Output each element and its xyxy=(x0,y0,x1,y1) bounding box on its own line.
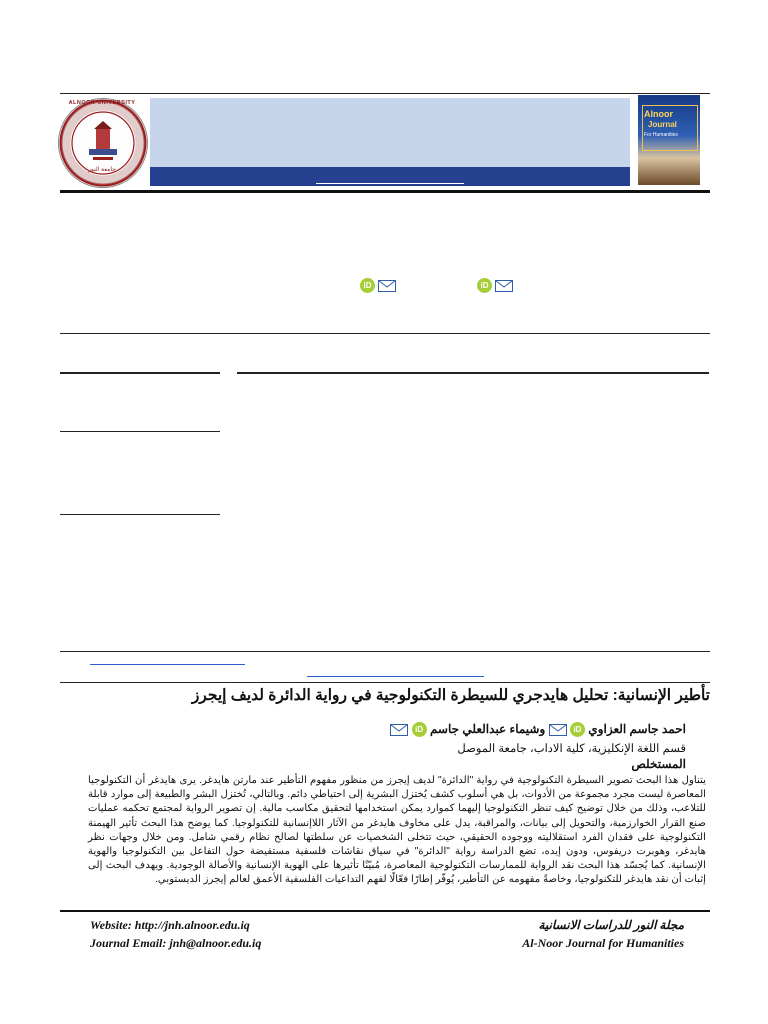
author-2-name: وشيماء عبدالعلي جاسم xyxy=(429,722,546,736)
mail-icon[interactable] xyxy=(495,280,513,292)
author-1-icons xyxy=(360,278,396,293)
info-rule-1 xyxy=(60,372,220,374)
seal-text: ALNOOR UNIVERSITY xyxy=(68,100,136,106)
cover-title-2: Journal xyxy=(648,120,677,129)
lower-rule xyxy=(60,651,710,652)
abstract-rule xyxy=(237,372,709,374)
header-thick-rule xyxy=(60,190,710,193)
author-1-name: احمد جاسم العزاوي xyxy=(588,722,686,736)
banner-underline xyxy=(316,183,464,184)
section-rule xyxy=(60,333,710,334)
info-rule-2 xyxy=(60,431,220,432)
arabic-section-rule xyxy=(60,682,710,683)
author-2-icons xyxy=(477,278,513,293)
orcid-icon[interactable]: iD xyxy=(477,278,492,293)
abstract-heading-arabic: المستخلص xyxy=(631,757,686,771)
abstract-text-arabic: يتناول هذا البحث تصوير السيطرة التكنولوجية في رواية "الدائرة" لديف إيجرز من منظور مفهوم التأطير عند مارتن هايدغر. يرى هايدغر أن التكنولوجيا المعاصرة ليست مجرد مجموعة من الأدوات، بل هي أسلوب كشف يُختزل البشرية إلى احتياطي دائم. وبالتالي، تُختزل البشر والطبيعة إلى موارد قابلة للتلاعب، وذلك من خلال توضيح كيف تنظر التكنولوجيا إليهما كموارد يمكن استخدامها لتحقيق مكاسب مالية. إن تصوير الرواية لمجتمع تحكمه عمليات صنع القرار الخوارزمية، والتحويل إلى بيانات، والمراقبة، يدل على مخاوف هايدغر من الآثار اللاإنسانية للتكنولوجيا. كما يوضح هذا البحث تأثير الهيمنة التكنولوجية على فقدان الفرد استقلاليته ووجوده الحقيقي، حيث تتخلى الشخصيات عن سلطتها لصالح نظام رقمي شامل. ومن خلال وجهات نظر هايدغر، وهوبرت دريفوس، ودون إيده، تضع الدراسة رواية "الدائرة" في سياق نقاشات فلسفية مستفيضة حول التفاعل بين التكنولوجيا والهوية الإنسانية. كما يُجسّد هذا البحث نقد الرواية للممارسات التكنولوجية المعاصرة، مُبيّنًا تأثيرها على الهوية الإنسانية والأصالة الوجودية. ويهدف البحث إلى إثبات أن نقد هايدغر للتكنولوجيا، وخاصةً مفهومه عن التأطير، يُوفّر إطارًا فعّالًا لفهم التداعيات الفلسفية الأعمق لعالم إيجرز الديستوبي. xyxy=(88,775,706,886)
orcid-icon[interactable]: iD xyxy=(412,722,427,737)
cover-title-3: For Humanities xyxy=(644,132,678,138)
link-underline-2[interactable] xyxy=(307,676,484,677)
top-rule xyxy=(60,93,710,94)
footer-journal-english: Al-Noor Journal for Humanities xyxy=(522,936,684,950)
mail-icon[interactable] xyxy=(378,280,396,292)
university-seal-logo xyxy=(58,98,148,188)
footer-contact xyxy=(90,916,261,952)
link-underline-1[interactable] xyxy=(90,664,245,665)
mail-icon[interactable] xyxy=(390,724,408,736)
article-title-arabic: تأطير الإنسانية: تحليل هايدجري للسيطرة التكنولوجية في رواية الدائرة لديف إيجرز xyxy=(191,687,710,704)
info-rule-3 xyxy=(60,514,220,515)
orcid-icon[interactable]: iD xyxy=(570,722,585,737)
footer-email[interactable]: Journal Email: jnh@alnoor.edu.iq xyxy=(90,936,262,950)
affiliation-arabic: قسم اللغة الإنكليزية، كلية الاداب، جامعة الموصل xyxy=(457,743,686,755)
footer-journal xyxy=(470,916,684,952)
footer-website[interactable]: Website: http://jnh.alnoor.edu.iq xyxy=(90,918,250,932)
journal-cover-image xyxy=(638,95,700,185)
orcid-icon[interactable]: iD xyxy=(360,278,375,293)
footer-rule xyxy=(60,910,710,912)
footer-journal-arabic: مجلة النور للدراسات الانسانية xyxy=(538,918,684,932)
mail-icon[interactable] xyxy=(549,724,567,736)
authors-arabic xyxy=(60,722,686,737)
cover-title-1: Alnoor xyxy=(644,109,673,119)
seal-subtitle: جامعة النور xyxy=(88,167,116,173)
